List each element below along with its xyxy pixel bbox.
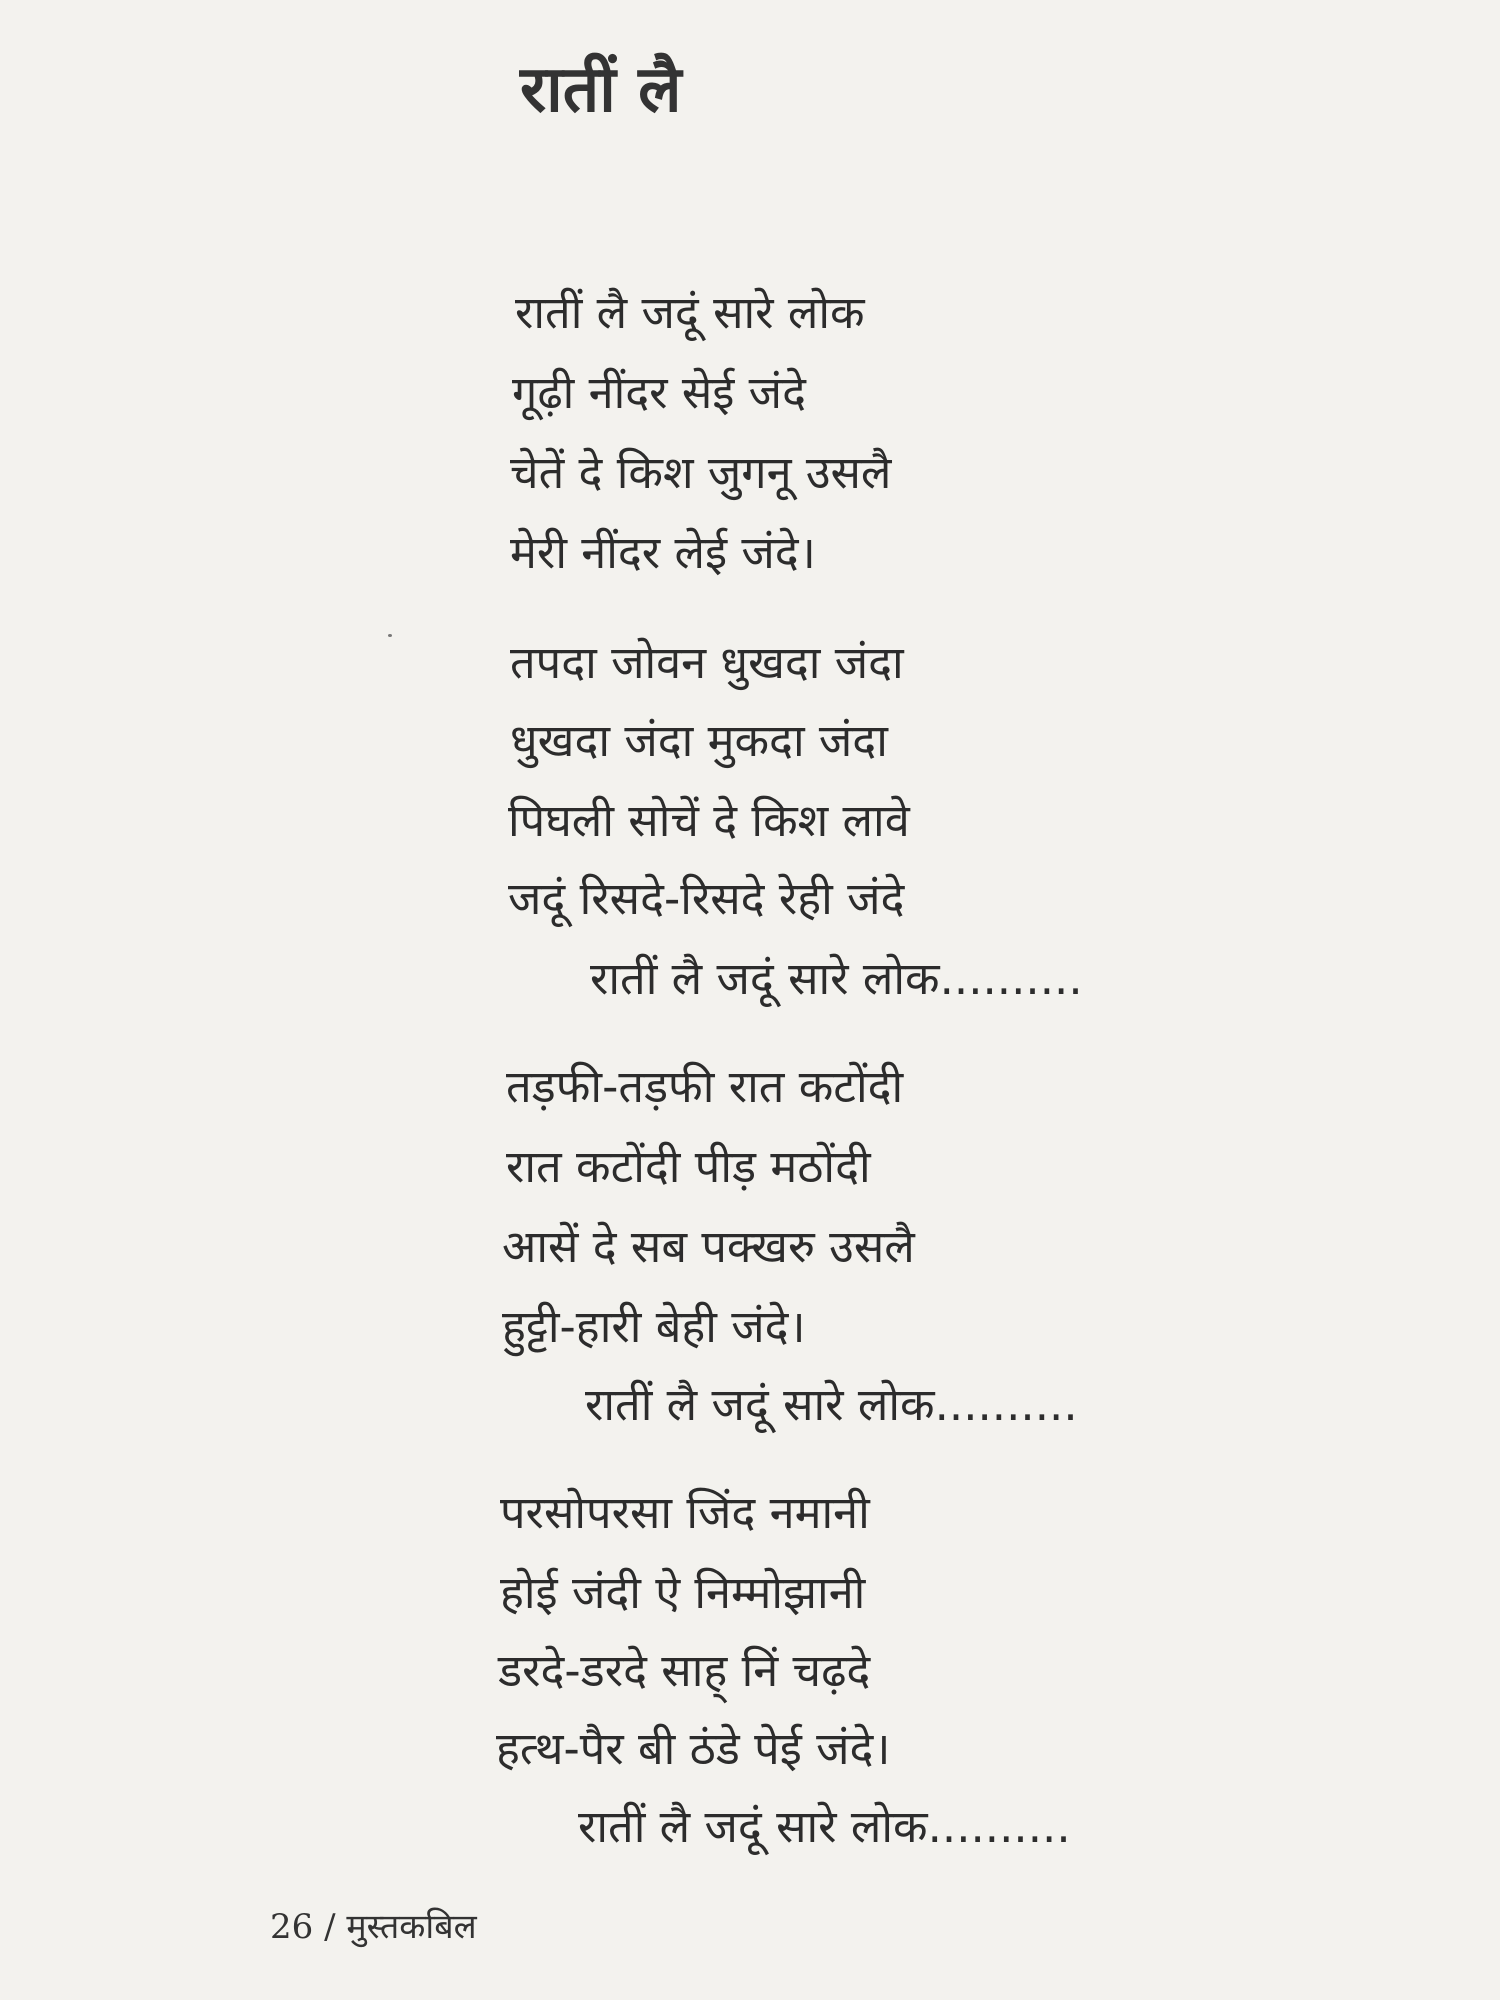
paper-speck	[388, 634, 392, 637]
poem-line: चेतें दे किश जुगनू उसलै	[510, 446, 892, 499]
poem-line: होई जंदी ऐ निम्मोझानी	[500, 1566, 866, 1619]
poem-refrain: रातीं लै जदूं सारे लोक..........	[590, 952, 1083, 1005]
poem-line: जदूं रिसदे-रिसदे रेही जंदे	[508, 872, 905, 925]
poem-line: तपदा जोवन धुखदा जंदा	[510, 636, 904, 689]
poem-refrain: रातीं लै जदूं सारे लोक..........	[585, 1378, 1078, 1431]
poem-line: हुट्टी-हारी बेही जंदे।	[502, 1300, 806, 1353]
poem-title: रातीं लै	[520, 53, 682, 127]
poem-line: रात कटोंदी पीड़ मठोंदी	[506, 1140, 871, 1193]
poem-line: गूढ़ी नींदर सेई जंदे	[512, 366, 806, 419]
poem-line: मेरी नींदर लेई जंदे।	[510, 526, 816, 579]
poem-line: रातीं लै जदूं सारे लोक	[515, 286, 865, 339]
poem-line: परसोपरसा जिंद नमानी	[500, 1486, 870, 1539]
page-footer: 26 / मुस्तकबिल	[270, 1907, 477, 1947]
poem-refrain: रातीं लै जदूं सारे लोक..........	[578, 1800, 1071, 1853]
poem-line: हत्थ-पैर बी ठंडे पेई जंदे।	[496, 1722, 891, 1775]
poem-line: आसें दे सब पक्खरु उसलै	[502, 1220, 915, 1273]
poem-line: धुखदा जंदा मुकदा जंदा	[510, 714, 888, 767]
poem-line: डरदे-डरदे साह् निं चढ़दे	[498, 1644, 871, 1697]
poem-line: तड़फी-तड़फी रात कटोंदी	[506, 1060, 904, 1113]
poem-line: पिघली सोचें दे किश लावे	[508, 794, 910, 847]
